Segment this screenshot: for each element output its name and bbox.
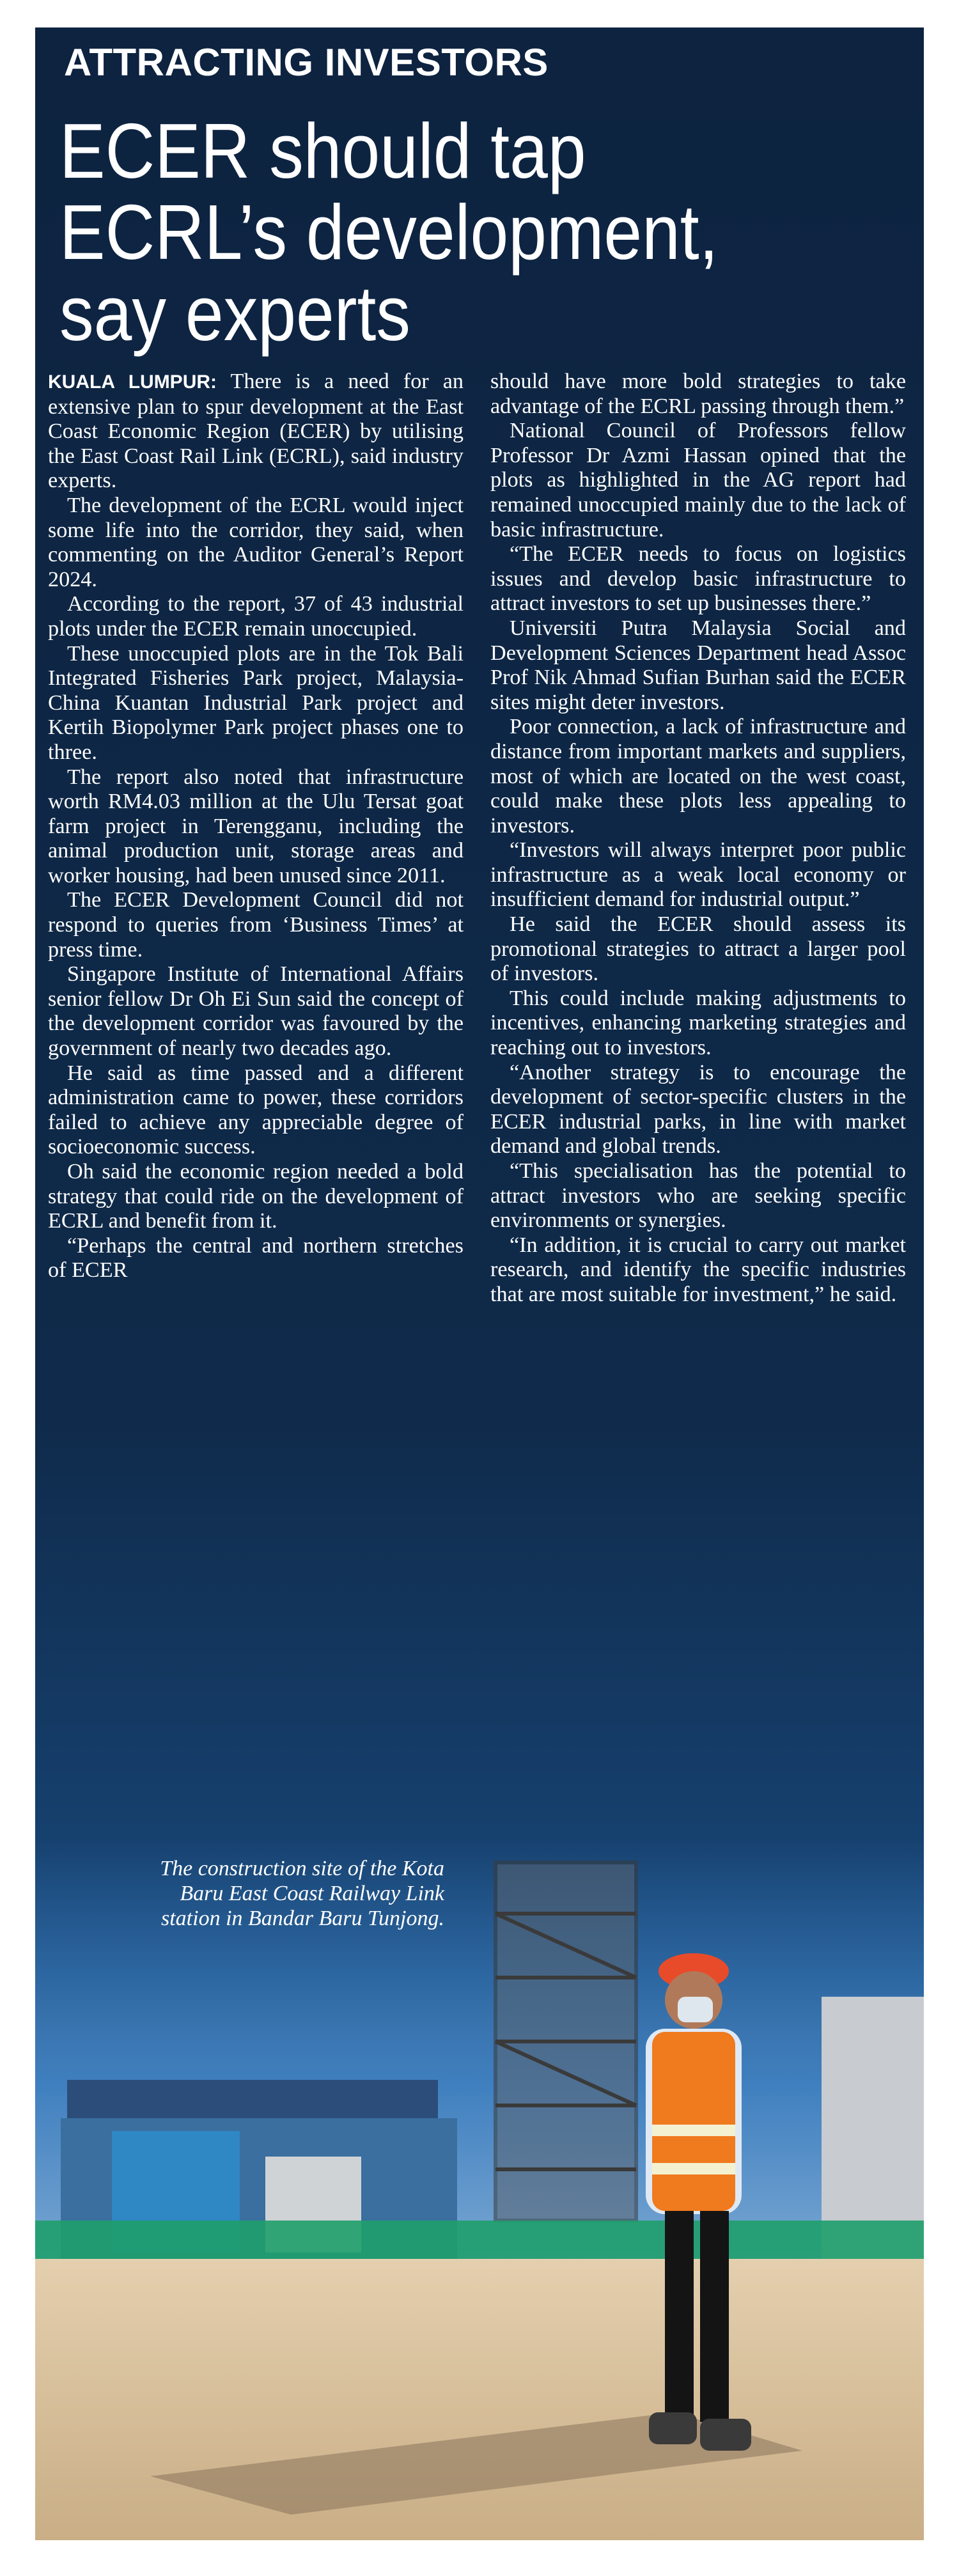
paragraph: “This specialisation has the potential to attract investors who are seeking specific environments or synergies. bbox=[490, 1159, 906, 1233]
paragraph: The ECER Development Council did not respond to queries from ‘Business Times’ at press time. bbox=[48, 888, 464, 962]
sand-ground bbox=[35, 2259, 924, 2540]
paragraph: The report also noted that infrastructure worth RM4.03 million at the Ulu Tersat goat farm project in Terengganu, including the animal production unit, storage areas and worker housing, had been unused since 2011. bbox=[48, 765, 464, 887]
dateline: KUALA LUMPUR: bbox=[48, 371, 217, 393]
headline: ECER should tap ECRL’s development, say experts bbox=[59, 107, 719, 357]
construction-site-photo bbox=[35, 1837, 924, 2540]
paragraph: Singapore Institute of International Affairs senior fellow Dr Oh Ei Sun said the concept of the development corridor was favoured by the government of nearly two decades ago. bbox=[48, 962, 464, 1061]
paragraph: “Another strategy is to encourage the development of sector-specific clusters in the ECER industrial parks, in line with market demand and global trends. bbox=[490, 1060, 906, 1159]
paragraph: “The ECER needs to focus on logistics issues and develop basic infrastructure to attract investors to set up businesses there.” bbox=[490, 542, 906, 616]
paragraph: should have more bold strategies to take advantage of the ECRL passing through them.” bbox=[490, 370, 906, 418]
paragraph: He said as time passed and a different administration came to power, these corridors failed to achieve any appreciable degree of socioeconomic success. bbox=[48, 1061, 464, 1159]
article-column-2 bbox=[490, 370, 906, 1308]
paragraph: “In addition, it is crucial to carry out market research, and identify the specific industries that are most suitable for investment,” he said. bbox=[490, 1233, 906, 1306]
article-column-1 bbox=[48, 370, 464, 1283]
paragraph: Universiti Putra Malaysia Social and Development Sciences Department head Assoc Prof Nik Ahmad Sufian Burhan said the ECER sites might deter investors. bbox=[490, 616, 906, 714]
article-panel bbox=[35, 27, 924, 2540]
section-kicker: ATTRACTING INVESTORS bbox=[64, 41, 549, 84]
paragraph: Poor connection, a lack of infrastructure and distance from important markets and suppliers, most of which are located on the west coast, could make these plots less appealing to investors. bbox=[490, 715, 906, 838]
paragraph: National Council of Professors fellow Professor Dr Azmi Hassan opined that the plots as highlighted in the AG report had remained unoccupied mainly due to the lack of basic infrastructure. bbox=[490, 419, 906, 542]
photo-caption: The construction site of the Kota Baru East Coast Railway Link station in Bandar Baru Tunjong. bbox=[160, 1857, 444, 1930]
paragraph: According to the report, 37 of 43 industrial plots under the ECER remain unoccupied. bbox=[48, 592, 464, 641]
paragraph: These unoccupied plots are in the Tok Bali Integrated Fisheries Park project, Malaysia-China Kuantan Industrial Park project and Kertih Biopolymer Park project phases one to three. bbox=[48, 641, 464, 764]
paragraph: The development of the ECRL would inject some life into the corridor, they said, when commenting on the Auditor General’s Report 2024. bbox=[48, 493, 464, 591]
paragraph: KUALA LUMPUR: There is a need for an extensive plan to spur development at the East Coast Economic Region (ECER) by utilising the East Coast Rail Link (ECRL), said industry experts. bbox=[48, 370, 464, 493]
paragraph: “Investors will always interpret poor public infrastructure as a weak local economy or insufficient demand for industrial output.” bbox=[490, 838, 906, 912]
paragraph: “Perhaps the central and northern stretches of ECER bbox=[48, 1233, 464, 1283]
paragraph: He said the ECER should assess its promotional strategies to attract a larger pool of investors. bbox=[490, 912, 906, 986]
scaffold-tower bbox=[495, 1862, 636, 2221]
paragraph: Oh said the economic region needed a bold strategy that could ride on the development of ECRL and benefit from it. bbox=[48, 1160, 464, 1233]
paragraph: This could include making adjustments to incentives, enhancing marketing strategies and reaching out to investors. bbox=[490, 986, 906, 1060]
